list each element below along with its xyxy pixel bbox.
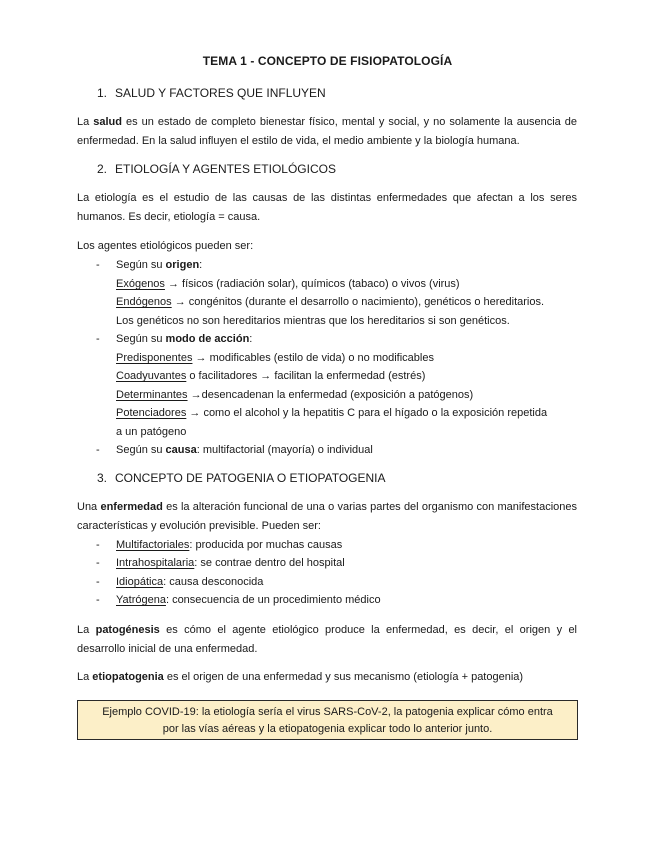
example-line-2: por las vías aéreas y la etiopatogenia explicar todo lo anterior junto. xyxy=(162,723,493,735)
list-item-idiopatica: Idiopática: causa desconocida xyxy=(116,576,264,588)
predisponentes-term: Predisponentes xyxy=(116,352,193,364)
section-2-title: ETIOLOGÍA Y AGENTES ETIOLÓGICOS xyxy=(115,162,336,176)
enfermedad-term: enfermedad xyxy=(100,501,163,513)
bullet-dash: - xyxy=(96,259,100,271)
section-3-number: 3. xyxy=(97,471,108,485)
covid-example-box xyxy=(77,700,578,740)
section-2-heading xyxy=(97,162,336,176)
list-item-exogenos: Exógenos → físicos (radiación solar), químicos (tabaco) o vivos (virus) xyxy=(116,278,460,290)
list-item-causa: Según su causa: multifactorial (mayoría) o individual xyxy=(116,444,373,456)
patogenesis-term: patogénesis xyxy=(95,624,160,636)
document-title: TEMA 1 - CONCEPTO DE FISIOPATOLOGÍA xyxy=(202,54,453,68)
list-item-multifactoriales: Multifactoriales: producida por muchas causas xyxy=(116,539,343,551)
determinantes-term: Determinantes xyxy=(116,389,188,401)
endogenos-term: Endógenos xyxy=(116,296,172,308)
section-1-heading xyxy=(97,86,326,100)
endogenos-note: Los genéticos no son hereditarios mientras que los hereditarios si son genéticos. xyxy=(116,315,510,327)
etiopatogenia-term: etiopatogenia xyxy=(92,671,164,683)
bullet-dash: - xyxy=(96,594,100,606)
list-item-determinantes: Determinantes →desencadenan la enfermedad (exposición a patógenos) xyxy=(116,389,474,401)
example-line-1: Ejemplo COVID-19: la etiología sería el virus SARS-CoV-2, la patogenia explicar cómo entra xyxy=(102,706,553,718)
section-3-heading xyxy=(97,471,386,485)
salud-term: salud xyxy=(93,116,122,128)
bullet-dash: - xyxy=(96,444,100,456)
enfermedad-paragraph: Una enfermedad es la alteración funcional de una o varias partes del organismo con manifestaciones características y evolución previsible. Pueden ser: xyxy=(77,501,577,532)
exogenos-term: Exógenos xyxy=(116,278,165,290)
list-item-potenciadores: Potenciadores → como el alcohol y la hepatitis C para el hígado o la exposición repetida xyxy=(116,407,548,419)
section-2-number: 2. xyxy=(97,162,108,176)
patogenesis-paragraph: La patogénesis es cómo el agente etiológico produce la enfermedad, es decir, el origen y el desarrollo inicial de una enfermedad. xyxy=(77,624,578,655)
bullet-dash: - xyxy=(96,557,100,569)
salud-paragraph: La salud es un estado de completo bienestar físico, mental y social, y no solamente la ausencia de enfermedad. En la salud influyen el estilo de vida, el medio ambiente y la biología humana. xyxy=(77,116,578,147)
list-item-modo: Según su modo de acción: xyxy=(116,333,253,345)
list-item-intrahospitalaria: Intrahospitalaria: se contrae dentro del hospital xyxy=(116,557,345,569)
bullet-dash: - xyxy=(96,539,100,551)
section-1-number: 1. xyxy=(97,86,108,100)
etiopatogenia-paragraph: La etiopatogenia es el origen de una enfermedad y sus mecanismo (etiología + patogenia) xyxy=(77,671,524,683)
list-item-origen: Según su origen: xyxy=(116,259,203,271)
section-1-title: SALUD Y FACTORES QUE INFLUYEN xyxy=(115,86,326,100)
agentes-intro: Los agentes etiológicos pueden ser: xyxy=(77,240,254,252)
bullet-dash: - xyxy=(96,333,100,345)
section-3-title: CONCEPTO DE PATOGENIA O ETIOPATOGENIA xyxy=(115,471,386,485)
potenciadores-term: Potenciadores xyxy=(116,407,187,419)
list-item-predisponentes: Predisponentes → modificables (estilo de vida) o no modificables xyxy=(116,352,434,364)
coadyuvantes-term: Coadyuvantes xyxy=(116,370,187,382)
list-item-coadyuvantes: Coadyuvantes o facilitadores → facilitan la enfermedad (estrés) xyxy=(116,370,426,382)
list-item-yatrogena: Yatrógena: consecuencia de un procedimiento médico xyxy=(116,594,381,606)
potenciadores-continuation: a un patógeno xyxy=(116,426,187,438)
bullet-dash: - xyxy=(96,576,100,588)
etiologia-paragraph: La etiología es el estudio de las causas de las distintas enfermedades que afectan a los seres humanos. Es decir, etiología = causa. xyxy=(77,192,577,223)
list-item-endogenos: Endógenos → congénitos (durante el desarrollo o nacimiento), genéticos o hereditarios. xyxy=(116,296,545,308)
